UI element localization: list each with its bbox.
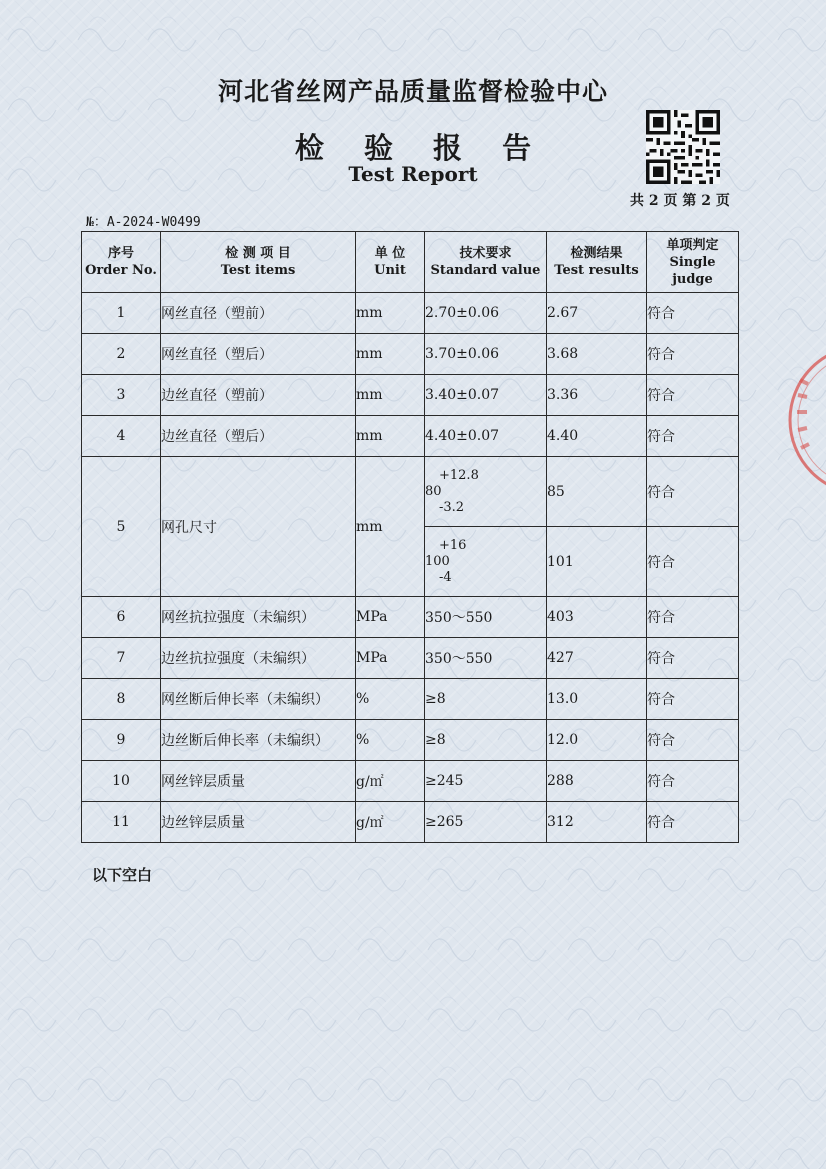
row-judge: 符合 <box>647 375 739 416</box>
row-unit: mm <box>356 457 425 597</box>
row-item: 边丝直径（塑后） <box>161 416 356 457</box>
row-order: 6 <box>82 597 161 638</box>
test-results-table <box>81 231 739 843</box>
row-result: 3.36 <box>547 375 647 416</box>
table-row <box>82 720 739 761</box>
row-standard: 3.70±0.06 <box>425 334 547 375</box>
row-result: 2.67 <box>547 293 647 334</box>
row-judge: 符合 <box>647 720 739 761</box>
table-row <box>82 293 739 334</box>
column-header-order: 序号 Order No. <box>82 232 161 293</box>
row-unit: mm <box>356 334 425 375</box>
tolerance-nominal: 80 <box>425 483 442 499</box>
tolerance-upper: +12.8 <box>439 467 479 483</box>
row-judge: 符合 <box>647 293 739 334</box>
row-item: 网丝锌层质量 <box>161 761 356 802</box>
row-result: 288 <box>547 761 647 802</box>
row-standard-tolerance <box>425 457 547 527</box>
row-result: 403 <box>547 597 647 638</box>
row-unit: % <box>356 679 425 720</box>
row-unit: % <box>356 720 425 761</box>
row-standard-tolerance <box>425 527 547 597</box>
column-header-results: 检测结果 Test results <box>547 232 647 293</box>
row-result: 427 <box>547 638 647 679</box>
row-result: 312 <box>547 802 647 843</box>
table-row <box>82 334 739 375</box>
row-item: 网丝抗拉强度（未编织） <box>161 597 356 638</box>
table-row <box>82 638 739 679</box>
row-judge: 符合 <box>647 679 739 720</box>
column-header-items: 检 测 项 目 Test items <box>161 232 356 293</box>
row-order: 9 <box>82 720 161 761</box>
row-unit: MPa <box>356 638 425 679</box>
table-row <box>82 597 739 638</box>
row-standard: 3.40±0.07 <box>425 375 547 416</box>
row-standard: 2.70±0.06 <box>425 293 547 334</box>
column-header-judge: 单项判定 Single judge <box>647 232 739 293</box>
row-standard: ≥265 <box>425 802 547 843</box>
row-item: 边丝断后伸长率（未编织） <box>161 720 356 761</box>
qr-code-icon <box>646 110 720 184</box>
organization-name: 河北省丝网产品质量监督检验中心 <box>217 77 608 106</box>
row-item: 网丝直径（塑前） <box>161 293 356 334</box>
row-standard: ≥245 <box>425 761 547 802</box>
tolerance-upper: +16 <box>439 537 467 553</box>
row-item: 边丝直径（塑前） <box>161 375 356 416</box>
row-result: 13.0 <box>547 679 647 720</box>
table-header-row <box>82 232 739 293</box>
row-order: 8 <box>82 679 161 720</box>
row-item: 边丝抗拉强度（未编织） <box>161 638 356 679</box>
row-standard: ≥8 <box>425 720 547 761</box>
row-item: 网丝断后伸长率（未编织） <box>161 679 356 720</box>
row-unit: MPa <box>356 597 425 638</box>
row-unit: mm <box>356 293 425 334</box>
row-judge: 符合 <box>647 416 739 457</box>
table-row <box>82 802 739 843</box>
row-unit: mm <box>356 375 425 416</box>
row-item: 边丝锌层质量 <box>161 802 356 843</box>
row-order: 4 <box>82 416 161 457</box>
table-row <box>82 679 739 720</box>
row-unit: mm <box>356 416 425 457</box>
row-unit: g/㎡ <box>356 761 425 802</box>
row-result: 4.40 <box>547 416 647 457</box>
report-title-en: Test Report <box>348 162 478 186</box>
row-order: 10 <box>82 761 161 802</box>
column-header-standard: 技术要求 Standard value <box>425 232 547 293</box>
row-judge: 符合 <box>647 802 739 843</box>
row-result: 101 <box>547 527 647 597</box>
row-order: 5 <box>82 457 161 597</box>
tolerance-lower: -4 <box>439 569 452 585</box>
row-result: 85 <box>547 457 647 527</box>
row-judge: 符合 <box>647 761 739 802</box>
report-number: №：A-2024-W0499 <box>86 215 201 230</box>
row-judge: 符合 <box>647 457 739 527</box>
row-judge: 符合 <box>647 334 739 375</box>
row-order: 1 <box>82 293 161 334</box>
row-item: 网孔尺寸 <box>161 457 356 597</box>
table-row <box>82 416 739 457</box>
row-unit: g/㎡ <box>356 802 425 843</box>
column-header-unit: 单 位 Unit <box>356 232 425 293</box>
row-standard: 350～550 <box>425 597 547 638</box>
row-result: 12.0 <box>547 720 647 761</box>
row-order: 2 <box>82 334 161 375</box>
page-number: 共 2 页 第 2 页 <box>630 193 730 209</box>
table-row <box>82 375 739 416</box>
row-judge: 符合 <box>647 638 739 679</box>
row-standard: ≥8 <box>425 679 547 720</box>
row-order: 7 <box>82 638 161 679</box>
row-order: 3 <box>82 375 161 416</box>
blank-below-note: 以下空白 <box>92 866 153 884</box>
red-seal-stamp-icon <box>786 340 826 500</box>
row-order: 11 <box>82 802 161 843</box>
report-title-cn: 检 验 报 告 <box>294 131 547 165</box>
row-standard: 350～550 <box>425 638 547 679</box>
row-judge: 符合 <box>647 597 739 638</box>
row-standard: 4.40±0.07 <box>425 416 547 457</box>
tolerance-lower: -3.2 <box>439 499 465 515</box>
tolerance-nominal: 100 <box>425 553 450 569</box>
row-item: 网丝直径（塑后） <box>161 334 356 375</box>
row-result: 3.68 <box>547 334 647 375</box>
row-judge: 符合 <box>647 527 739 597</box>
table-row <box>82 761 739 802</box>
table-row-mesh <box>82 457 739 527</box>
